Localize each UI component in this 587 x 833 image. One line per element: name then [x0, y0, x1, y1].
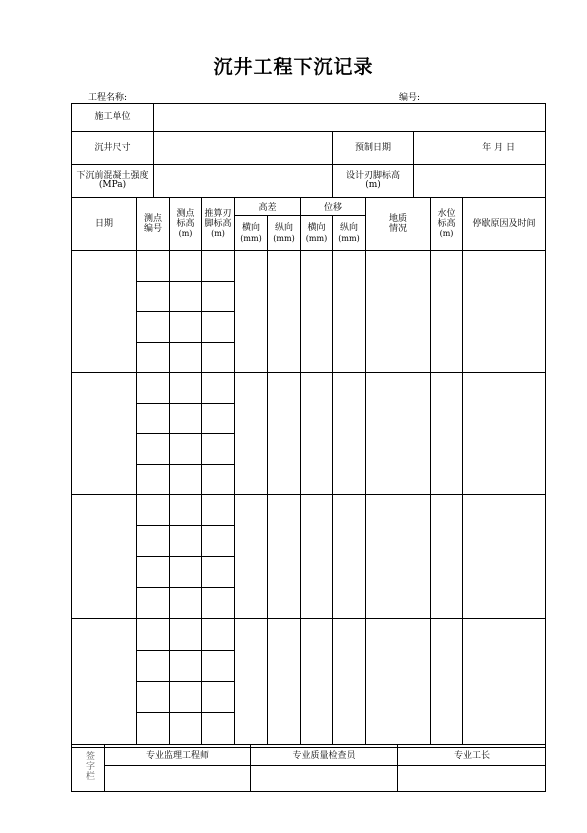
- foreman-label: 专业工长: [453, 751, 490, 761]
- col-hd-vertical-unit: (mm): [273, 234, 295, 243]
- concrete-strength-unit: (MPa): [98, 180, 127, 190]
- col-hd-horizontal: 横向: [241, 223, 260, 233]
- col-water-2: 标高: [437, 219, 456, 229]
- construction-unit-label: 施工单位: [94, 112, 131, 122]
- concrete-strength-field[interactable]: [154, 169, 332, 193]
- signature-side-label: 签字栏: [84, 751, 94, 781]
- number-label: 编号:: [399, 93, 421, 103]
- document-title: 沉井工程下沉记录: [213, 56, 374, 78]
- concrete-strength-label: 下沉前混凝土强度: [76, 171, 149, 181]
- col-dp-horizontal: 横向: [307, 223, 326, 233]
- col-point-no-2: 编号: [143, 224, 162, 234]
- col-dp-horizontal-unit: (mm): [305, 234, 328, 243]
- col-date: 日期: [94, 219, 113, 229]
- col-dp-vertical: 纵向: [339, 223, 358, 233]
- col-point-elev-1: 测点: [176, 209, 195, 219]
- prefab-date-label: 预制日期: [354, 143, 391, 153]
- col-hd-horizontal-unit: (mm): [240, 234, 262, 243]
- col-water-unit: (m): [439, 229, 454, 238]
- design-blade-elevation-label: 设计刃脚标高: [345, 171, 400, 181]
- col-displacement: 位移: [323, 203, 342, 213]
- caisson-size-field[interactable]: [154, 136, 332, 160]
- col-calc-blade-1: 推算刃: [204, 209, 232, 219]
- col-geology-1: 地质: [388, 214, 407, 224]
- col-geology-2: 情况: [388, 224, 407, 234]
- project-name-label: 工程名称:: [88, 93, 128, 103]
- foreman-signature-field[interactable]: [398, 767, 546, 790]
- supervisor-signature-field[interactable]: [105, 767, 250, 790]
- quality-inspector-signature-field[interactable]: [251, 767, 397, 790]
- col-height-diff: 高差: [258, 203, 277, 213]
- prefab-date-field[interactable]: 年 月 日: [482, 143, 515, 153]
- col-point-elev-2: 标高: [176, 219, 195, 229]
- caisson-size-label: 沉井尺寸: [94, 143, 131, 153]
- col-dp-vertical-unit: (mm): [338, 234, 360, 243]
- record-table: [71, 103, 546, 748]
- col-water-1: 水位: [437, 209, 456, 219]
- design-blade-elevation-field[interactable]: [414, 169, 545, 193]
- col-calc-blade-2: 脚标高: [204, 219, 232, 229]
- supervisor-label: 专业监理工程师: [145, 751, 209, 761]
- col-point-no-1: 测点: [143, 214, 162, 224]
- col-hd-vertical: 纵向: [274, 223, 293, 233]
- quality-inspector-label: 专业质量检查员: [292, 751, 356, 761]
- construction-unit-field[interactable]: [154, 108, 545, 128]
- col-calc-blade-unit: (m): [211, 229, 225, 238]
- col-stop-reason: 停歇原因及时间: [472, 219, 536, 229]
- col-point-elev-unit: (m): [178, 229, 193, 238]
- design-blade-elevation-unit: (m): [365, 180, 381, 190]
